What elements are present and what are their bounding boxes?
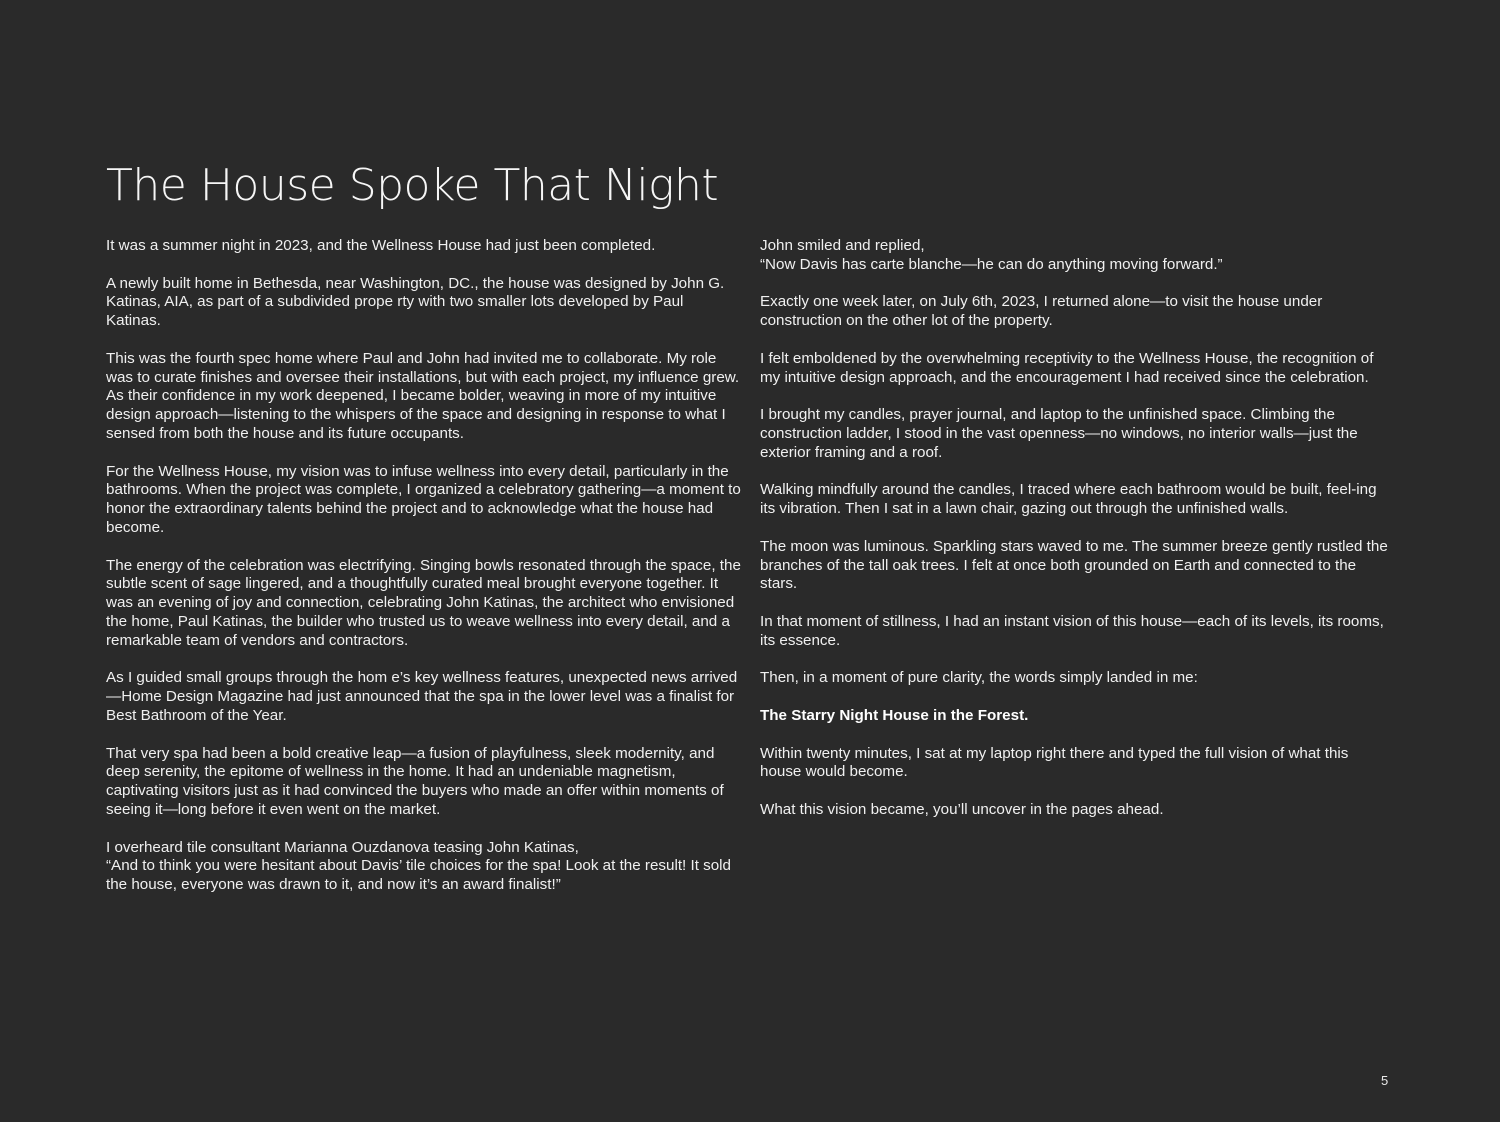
paragraph: In that moment of stillness, I had an instant vision of this house—each of its levels, its rooms, its essence. [760,612,1384,649]
paragraph: As I guided small groups through the hom e’s key wellness features, unexpected news arrived—Home Design Magazine had just announced that the spa in the lower level was a finalist for Best Bathroom of the Year. [106,669,738,724]
paragraph: Then, in a moment of pure clarity, the words simply landed in me: [760,669,1198,687]
left-column [106,237,742,914]
paragraph: A newly built home in Bethesda, near Washington, DC., the house was designed by John G. Katinas, AIA, as part of a subdivided prope rty with two smaller lots developed by Paul Katinas. [106,274,725,330]
paragraph: I brought my candles, prayer journal, and laptop to the unfinished space. Climbing the construction ladder, I stood in the vast openness—no windows, no interior walls—just the exterior framing and a roof. [760,406,1358,461]
paragraph: The moon was luminous. Sparkling stars waved to me. The summer breeze gently rustled the branches of the tall oak trees. I felt at once both grounded on Earth and connected to the stars. [760,537,1388,593]
page-title: The House Spoke That Night [106,160,719,211]
paragraph: Walking mindfully around the candles, I traced where each bathroom would be built, feel-ing its vibration. Then I sat in a lawn chair, gazing out through the unfinished walls. [760,481,1377,518]
paragraph: That very spa had been a bold creative leap—a fusion of playfulness, sleek modernity, and deep serenity, the epitome of wellness in the home. It had an undeniable magnetism, captivating visitors just as it had convinced the buyers who made an offer within moments of seeing it—long before it even went on the market. [106,744,724,818]
page-number: 5 [1381,1073,1389,1088]
paragraph: Within twenty minutes, I sat at my laptop right there and typed the full vision of what this house would become. [760,744,1349,781]
quote-paragraph [760,237,1392,275]
paragraph: This was the fourth spec home where Paul and John had invited me to collaborate. My role was to curate finishes and oversee their installations, but with each project, my influence grew. As their confidence in my work deepened, I became bolder, weaving in more of my intuitive design approach—listening to the whispers of the space and designing in response to what I sensed from both the house and its future occupants. [106,349,740,442]
quote-paragraph [106,839,742,895]
right-column [760,237,1392,839]
paragraph: It was a summer night in 2023, and the Wellness House had just been completed. [106,237,656,254]
quote-text: “And to think you were hesitant about Davis’ tile choices for the spa! Look at the result! It sold the house, everyone was drawn to it, and now it’s an award finalist!” [106,857,731,894]
paragraph: The energy of the celebration was electrifying. Singing bowls resonated through the space, the subtle scent of sage lingered, and a thoughtfully curated meal brought everyone together. It was an evening of joy and connection, celebrating John Katinas, the architect who envisioned the home, Paul Katinas, the builder who trusted us to weave wellness into every detail, and a remarkable team of vendors and contractors. [106,556,741,649]
quote-text: “Now Davis has carte blanche—he can do anything moving forward.” [760,255,1223,273]
highlight-heading: The Starry Night House in the Forest. [760,706,1029,724]
paragraph: Exactly one week later, on July 6th, 2023, I returned alone—to visit the house under construction on the other lot of the property. [760,293,1323,330]
quote-intro: I overheard tile consultant Marianna Ouzdanova teasing John Katinas, [106,838,579,856]
paragraph: I felt emboldened by the overwhelming receptivity to the Wellness House, the recognition of my intuitive design approach, and the encouragement I had received since the celebration. [760,349,1374,386]
paragraph: For the Wellness House, my vision was to infuse wellness into every detail, particularly in the bathrooms. When the project was complete, I organized a celebratory gathering—a moment to honor the extraordinary talents behind the project and to acknowledge what the house had become. [106,462,741,536]
paragraph: What this vision became, you’ll uncover in the pages ahead. [760,800,1164,818]
quote-intro: John smiled and replied, [760,237,925,254]
